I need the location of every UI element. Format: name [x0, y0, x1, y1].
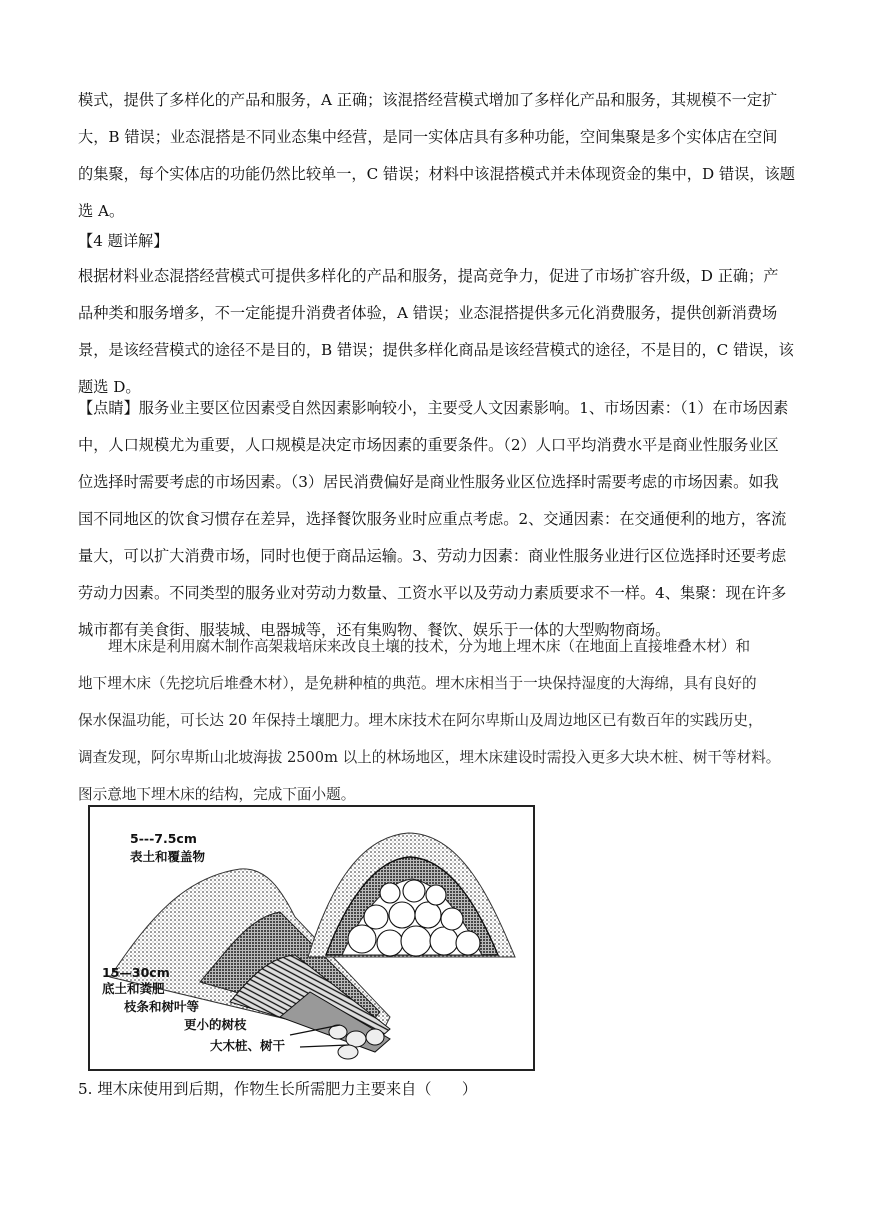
text-line: 量大，可以扩大消费市场，同时也便于商品运输。3、劳动力因素：商业性服务业进行区位选择时还要考虑	[78, 547, 787, 565]
key-points-label: 【点睛】	[78, 399, 139, 417]
analysis-3-continuation	[78, 82, 798, 230]
text-line: 图示意地下埋木床的结构，完成下面小题。	[78, 786, 356, 803]
text-line	[78, 390, 798, 427]
hugelkultur-diagram	[90, 807, 533, 1069]
text-line: 的集聚，每个实体店的功能仍然比较单一，C 错误；材料中该混搭模式并未体现资金的集中，D 错误，该题	[78, 165, 795, 183]
text-line: 调查发现，阿尔卑斯山北坡海拔 2500m 以上的林场地区，埋木床建设时需投入更多大块木桩、树干等材料。	[78, 749, 781, 766]
text-line: 模式，提供了多样化的产品和服务，A 正确；该混搭经营模式增加了多样化产品和服务，其规模不一定扩	[78, 91, 778, 109]
mound-cross-section	[308, 833, 515, 957]
key-points-section	[78, 390, 798, 649]
key-points-text: 服务业主要区位因素受自然因素影响较小，主要受人文因素影响。1、市场因素：（1）在市场因素	[138, 399, 789, 417]
text-line: 根据材料业态混搭经营模式可提供多样化的产品和服务，提高竞争力，促进了市场扩容升级，D 正确；产	[78, 267, 779, 285]
text-line: 劳动力因素。不同类型的服务业对劳动力数量、工资水平以及劳动力素质要求不一样。4、集聚：现在许多	[78, 584, 787, 602]
text-line: 品种类和服务增多，不一定能提升消费者体验，A 错误；业态混搭提供多元化消费服务，提供创新消费场	[78, 304, 778, 322]
hugelkultur-figure	[88, 805, 535, 1071]
label-twigs: 更小的树枝	[184, 1017, 247, 1032]
q4-heading-block	[78, 223, 798, 260]
material-paragraph	[78, 628, 798, 813]
text-line: 国不同地区的饮食习惯存在差异，选择餐饮服务业时应重点考虑。2、交通因素：在交通便利的地方，客流	[78, 510, 787, 528]
q4-heading: 【4 题详解】	[78, 232, 169, 250]
analysis-4	[78, 258, 798, 406]
label-logs: 大木桩、树干	[210, 1038, 286, 1053]
log-ends	[290, 1025, 384, 1059]
text-line: 埋木床是利用腐木制作高架栽培床来改良土壤的技术，分为地上埋木床（在地面上直接堆叠木材）和	[108, 638, 751, 655]
label-topsoil: 表土和覆盖物	[130, 849, 206, 864]
question-5: 5. 埋木床使用到后期，作物生长所需肥力主要来自（ ）	[78, 1080, 478, 1098]
text-line: 选 A。	[78, 202, 125, 220]
label-subsoil-depth: 15—30cm	[102, 965, 170, 980]
text-line: 地下埋木床（先挖坑后堆叠木材），是免耕种植的典范。埋木床相当于一块保持湿度的大海绵，具有良好的	[78, 675, 757, 692]
text-line: 位选择时需要考虑的市场因素。（3）居民消费偏好是商业性服务业区位选择时需要考虑的市场因素。如我	[78, 473, 779, 491]
text-line: 保水保温功能，可长达 20 年保持土壤肥力。埋木床技术在阿尔卑斯山及周边地区已有数百年的实践历史，	[78, 712, 763, 729]
label-branches: 枝条和树叶等	[124, 999, 200, 1014]
text-line: 城市都有美食街、服装城、电器城等，还有集购物、餐饮、娱乐于一体的大型购物商场。	[78, 621, 671, 639]
text-line: 大，B 错误；业态混搭是不同业态集中经营，是同一实体店具有多种功能，空间集聚是多个实体店在空间	[78, 128, 778, 146]
text-line: 题选 D。	[78, 378, 141, 396]
label-subsoil: 底土和粪肥	[102, 981, 165, 996]
text-line: 景，是该经营模式的途径不是目的，B 错误；提供多样化商品是该经营模式的途径，不是目的，C 错误，该	[78, 341, 794, 359]
label-topsoil-depth: 5---7.5cm	[130, 831, 197, 846]
text-line: 中，人口规模尤为重要，人口规模是决定市场因素的重要条件。（2）人口平均消费水平是商业性服务业区	[78, 436, 779, 454]
